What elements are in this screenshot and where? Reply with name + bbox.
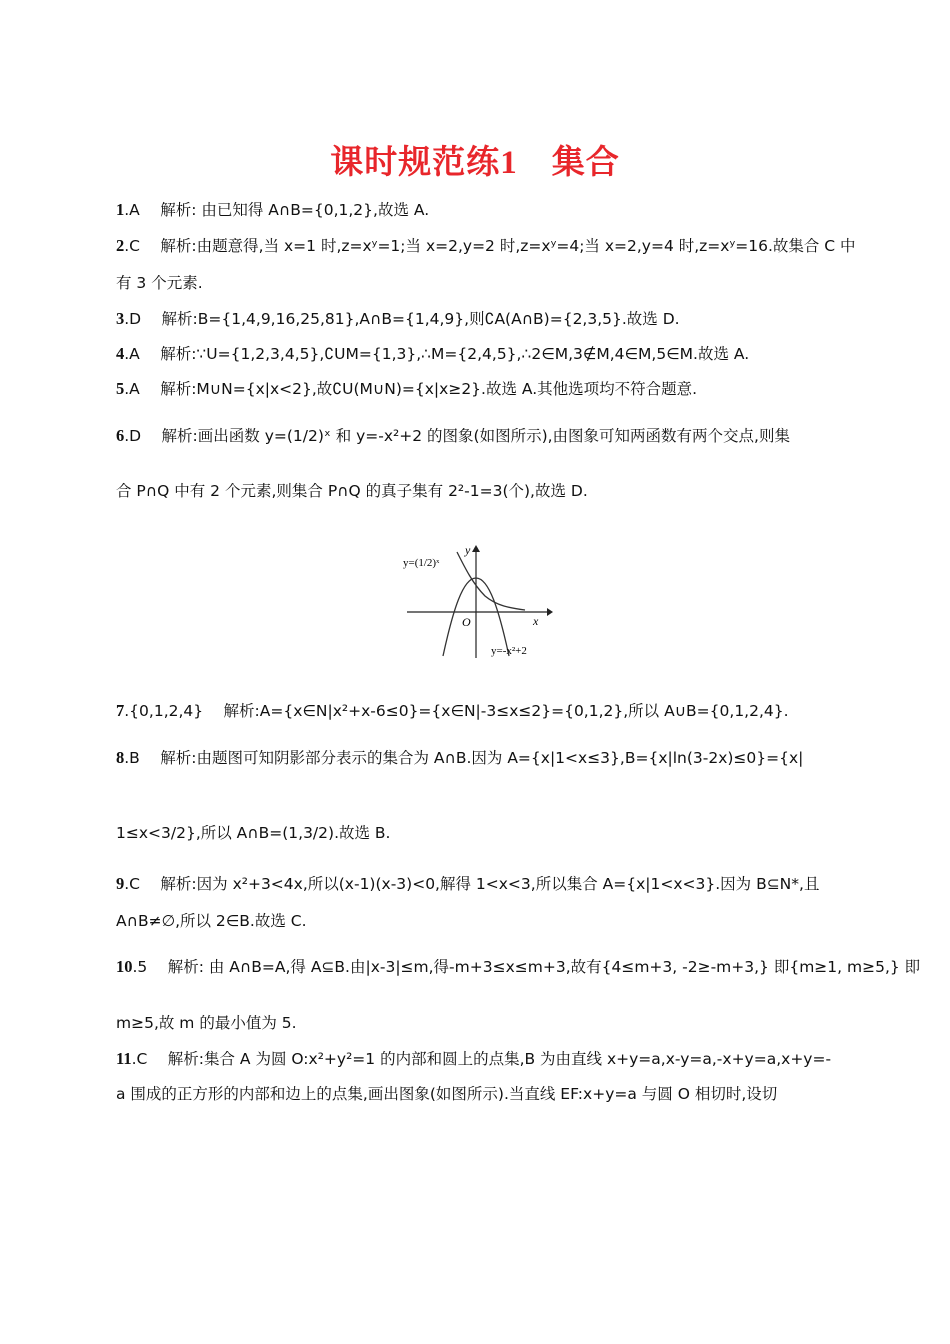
- parabola-label: y=-x²+2: [491, 645, 527, 657]
- origin-label: O: [462, 615, 471, 629]
- page-title: 课时规范练1 集合: [330, 145, 620, 181]
- answer-text: A∩B≠∅,所以 2∈B.故选 C.: [116, 912, 307, 930]
- answer-text: .C 解析:因为 x²+3<4x,所以(x-1)(x-3)<0,解得 1<x<3,所以集合 A={x|1<x<3}.因为 B⊆N*,且: [124, 875, 820, 893]
- answer-number: 5: [116, 379, 125, 398]
- answer-line: [116, 378, 836, 400]
- answer-number: 8: [116, 748, 125, 767]
- answer-text: 有 3 个元素.: [116, 274, 203, 292]
- answer-number: 11: [116, 1049, 132, 1068]
- y-axis-arrow-icon: [472, 545, 480, 552]
- answer-text: 合 P∩Q 中有 2 个元素,则集合 P∩Q 的真子集有 2²-1=3(个),故选 D.: [116, 482, 588, 500]
- answer-number: 9: [116, 874, 125, 893]
- answer-text: .D 解析:画出函数 y=(1/2)ˣ 和 y=-x²+2 的图象(如图所示),由图象可知两函数有两个交点,则集: [124, 427, 790, 445]
- answer-number: 7: [116, 701, 125, 720]
- answer-line: [116, 272, 836, 294]
- answer-line: [116, 1012, 836, 1034]
- answer-text: .A 解析:∵U={1,2,3,4,5},∁UM={1,3},∴M={2,4,5},∴2∈M,3∉M,4∈M,5∈M.故选 A.: [124, 345, 750, 363]
- answer-line: [116, 910, 836, 932]
- answer-line: [116, 235, 856, 257]
- answer-line: [116, 822, 836, 844]
- function-graph: [395, 540, 555, 665]
- answer-line: [116, 425, 836, 447]
- answer-number: 10: [116, 957, 133, 976]
- answer-text: 1≤x<3/2},所以 A∩B=(1,3/2).故选 B.: [116, 824, 391, 842]
- answer-number: 6: [116, 426, 125, 445]
- answer-line: [116, 199, 836, 221]
- answer-line: [116, 747, 836, 769]
- x-axis-label: x: [533, 614, 539, 628]
- answer-number: 3: [116, 309, 125, 328]
- answer-text: m≥5,故 m 的最小值为 5.: [116, 1014, 297, 1032]
- answer-text: .B 解析:由题图可知阴影部分表示的集合为 A∩B.因为 A={x|1<x≤3},B={x|ln(3-2x)≤0}={x|: [124, 749, 804, 767]
- answer-line: [116, 343, 836, 365]
- answer-number: 1: [116, 200, 125, 219]
- answer-line: [116, 873, 836, 895]
- answer-text: .A 解析: 由已知得 A∩B={0,1,2},故选 A.: [124, 201, 430, 219]
- answer-text: .{0,1,2,4} 解析:A={x∈N|x²+x-6≤0}={x∈N|-3≤x≤2}={0,1,2},所以 A∪B={0,1,2,4}.: [124, 702, 789, 720]
- answer-line: [116, 956, 921, 978]
- y-axis-label: y: [465, 543, 471, 557]
- answer-text: .D 解析:B={1,4,9,16,25,81},A∩B={1,4,9},则∁A(A∩B)={2,3,5}.故选 D.: [124, 310, 680, 328]
- answer-line: [116, 1083, 836, 1105]
- exponential-label: y=(1/2)ˣ: [403, 557, 440, 569]
- x-axis-arrow-icon: [547, 608, 553, 616]
- answer-line: [116, 308, 836, 330]
- answer-text: .C 解析:由题意得,当 x=1 时,z=xʸ=1;当 x=2,y=2 时,z=xʸ=4;当 x=2,y=4 时,z=xʸ=16.故集合 C 中: [124, 237, 856, 255]
- answer-number: 2: [116, 236, 125, 255]
- answer-line: [116, 480, 836, 502]
- answer-text: .5 解析: 由 A∩B=A,得 A⊆B.由|x-3|≤m,得-m+3≤x≤m+3,故有{4≤m+3, -2≥-m+3,} 即{m≥1, m≥5,} 即: [132, 958, 921, 976]
- answer-number: 4: [116, 344, 125, 363]
- exponential-curve: [457, 552, 525, 610]
- answer-text: .A 解析:M∪N={x|x<2},故∁U(M∪N)={x|x≥2}.故选 A.其他选项均不符合题意.: [124, 380, 698, 398]
- answer-line: [116, 1048, 836, 1070]
- answer-text: a 围成的正方形的内部和边上的点集,画出图象(如图所示).当直线 EF:x+y=a 与圆 O 相切时,设切: [116, 1085, 778, 1103]
- answer-text: .C 解析:集合 A 为圆 O:x²+y²=1 的内部和圆上的点集,B 为由直线 x+y=a,x-y=a,-x+y=a,x+y=-: [131, 1050, 832, 1068]
- answer-line: [116, 700, 836, 722]
